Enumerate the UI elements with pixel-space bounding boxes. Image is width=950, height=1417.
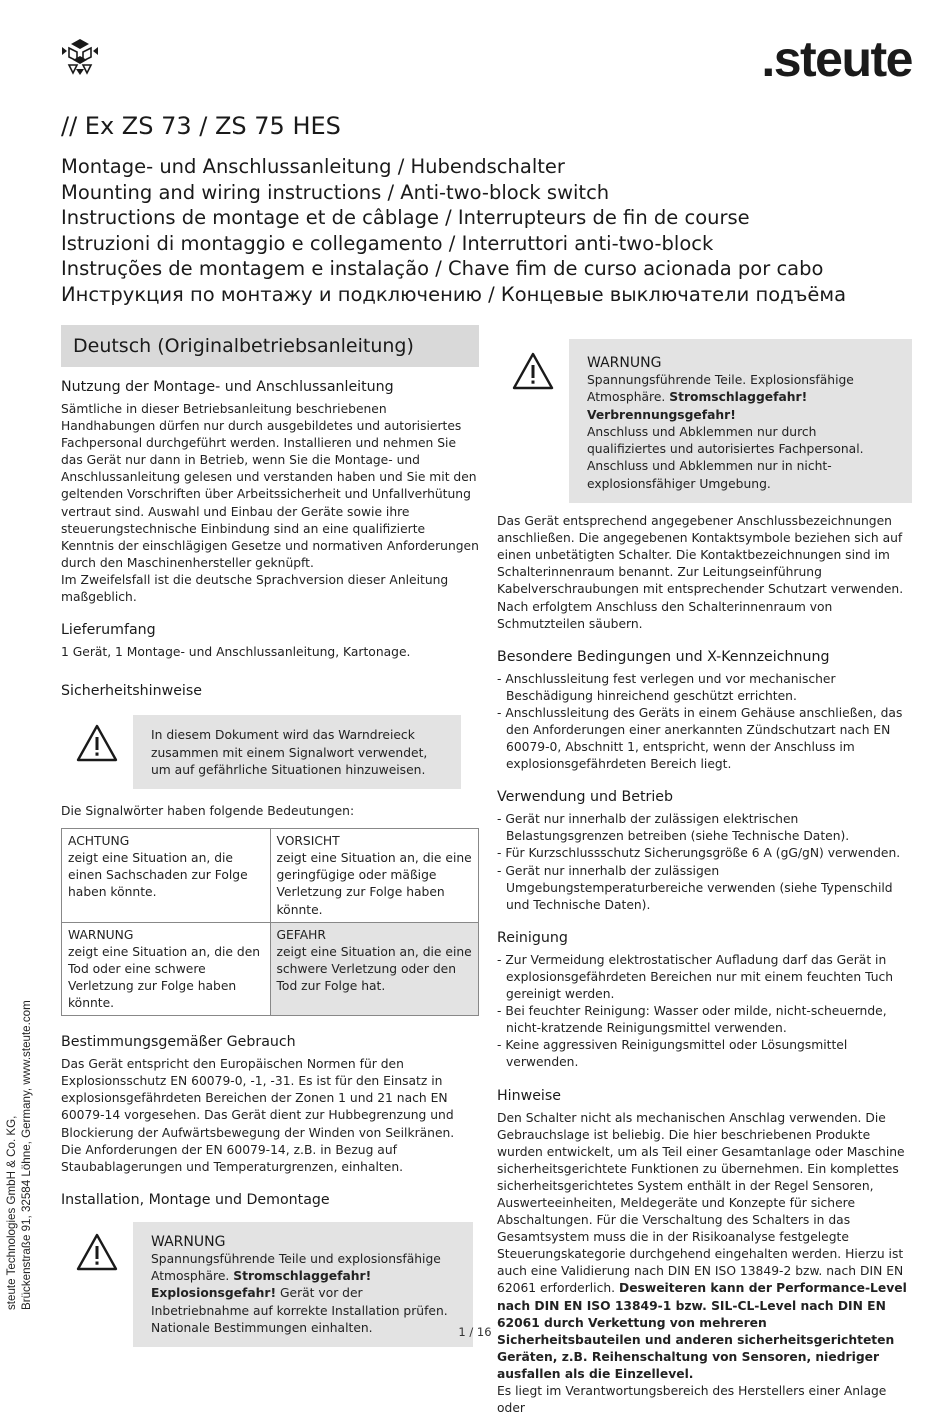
signal-word: GEFAHR	[276, 927, 326, 942]
brand-logo: .steute	[761, 31, 912, 87]
warning-title: WARNUNG	[151, 1233, 226, 1250]
list-item: - Zur Vermeidung elektrostatischer Aufladung darf das Gerät in explosionsgefährdeten Bereichen nur mit einem feuchten Tuch gereinigt werden.	[497, 952, 894, 1002]
warning-title: WARNUNG	[587, 355, 662, 371]
signal-text: zeigt eine Situation an, die einen Sachschaden zur Folge haben könnte.	[68, 851, 248, 900]
notes-text: Den Schalter nicht als mechanischen Anschlag verwenden. Die Gebrauchslage ist beliebig. Die hier beschriebenen Produkte wurden entwickelt, um als Teil einer Gesamtanlage oder Maschine sicherheitsgerichtete Funktionen zu übernehmen. Ein komplettes sicherheitsgerichtetes System enthält in der Regel Sensoren, Auswerteeinheiten, Meldegeräte und Konzepte für sichere Abschaltungen. Für die Verschaltung des Schalters in das Gesamtsystem muss die in der Risikoanalyse festgelegte Steuerungskategorie durchgehend eingehalten werden. Hierzu ist auch eine Validierung nach DIN EN ISO 13849-2 bzw. nach DIN EN 62061 erforderlich. Desweiteren kann der Performance-Level nach DIN EN ISO 13849-1 bzw. SIL-CL-Level nach DIN EN 62061 durch Verkettung von mehreren Sicherheitsbauteilen und anderen sicherheitsgerichteten Geräten, z.B. Reihenschaltung von Sensoren, niedriger ausfallen als die Einzellevel.	[497, 1110, 907, 1381]
section-body: Die Anforderungen der EN 60079-14, z.B. in Bezug auf Staubablagerungen und Temperaturgrenzen, einhalten.	[61, 1142, 404, 1174]
signal-cell-achtung	[62, 829, 271, 922]
section-intended-use	[61, 1034, 479, 1176]
signal-word: WARNUNG	[68, 927, 134, 942]
section-body: Sämtliche in dieser Betriebsanleitung beschriebenen Handhabungen dürfen nur durch ausgebildetes und autorisiertes Fachpersonal durchgeführt werden. Installieren und nehmen Sie das Gerät nur dann in Betrieb, wenn Sie die Montage- und Anschlussanleitung gelesen und verstanden haben und Sie mit den geltenden Vorschriften über Arbeitssicherheit und Unfallverhütung vertraut sind. Auswahl und Einbau der Geräte sowie ihre steuerungstechnische Einbindung sind an eine qualifizierte Kenntnis der einschlägigen Gesetze und normativen Anforderungen durch den Maschinenhersteller geknüpft.	[61, 402, 479, 570]
signal-word: ACHTUNG	[68, 834, 130, 849]
signal-cell-vorsicht	[270, 829, 479, 922]
signal-text: zeigt eine Situation an, die eine geringfügige oder mäßige Verletzung zur Folge haben könnte.	[276, 851, 472, 917]
company-street: Brückenstraße 91, 32584 Löhne, Germany, www.steute.com	[20, 1000, 34, 1310]
safety-note-text: In diesem Dokument wird das Warndreieck zusammen mit einem Signalwort verwendet, um auf gefährliche Situationen hinzuweisen.	[151, 728, 428, 777]
section-special-conditions	[497, 649, 912, 774]
section-body: Im Zweifelsfall ist die deutsche Sprachversion dieser Anleitung maßgeblich.	[61, 572, 449, 605]
warning-text: Spannungsführende Teile. Explosionsfähige Atmosphäre. Stromschlaggefahr! Verbrennungsgefahr!	[587, 373, 854, 422]
company-address	[4, 1000, 35, 1310]
subtitle-it: Istruzioni di montaggio e collegamento / Interruttori anti-two-block	[61, 231, 714, 255]
connection-warning-box	[497, 339, 912, 503]
operation-list	[497, 811, 912, 914]
section-body: Das Gerät entspricht den Europäischen Normen für den Explosionsschutz EN 60079-0, -1, -31. Es ist für den Einsatz in explosionsgefährdeten Bereichen der Zonen 1 und 21 nach EN 60079-14 vorgesehen. Das Gerät dient zur Hubbegrenzung und Blockierung der Aufwärtsbewegung der Winden von Seilkränen.	[61, 1057, 455, 1140]
section-heading: Verwendung und Betrieb	[497, 789, 674, 806]
subtitle-fr: Instructions de montage et de câblage / Interrupteurs de fin de course	[61, 206, 750, 230]
section-notes	[497, 1088, 912, 1417]
section-heading: Besondere Bedingungen und X-Kennzeichnung	[497, 648, 830, 665]
subtitle-ru: Инструкция по монтажу и подключению / Концевые выключатели подъёма	[61, 282, 847, 306]
warning-text: Anschluss und Abklemmen nur in nicht-explosionsfähiger Umgebung.	[587, 459, 832, 491]
list-item: - Gerät nur innerhalb der zulässigen Umgebungstemperaturbereiche verwenden (siehe Typenschild und Technische Daten).	[497, 863, 893, 912]
warning-triangle-icon	[75, 1232, 119, 1272]
document-title: // Ex ZS 73 / ZS 75 HES	[61, 112, 341, 140]
subtitle-de: Montage- und Anschlussanleitung / Hubendschalter	[61, 155, 565, 178]
section-installation	[61, 1192, 479, 1347]
list-item: - Für Kurzschlussschutz Sicherungsgröße 6 A (gG/gN) verwenden.	[497, 846, 901, 861]
section-heading: Reinigung	[497, 929, 568, 946]
signal-intro: Die Signalwörter haben folgende Bedeutungen:	[61, 804, 355, 819]
section-usage	[61, 379, 479, 606]
section-operation	[497, 789, 912, 914]
subtitle-list	[61, 154, 846, 308]
language-header: Deutsch (Originalbetriebsanleitung)	[61, 325, 479, 367]
subtitle-pt: Instruções de montagem e instalação / Chave fim de curso acionada por cabo	[61, 257, 824, 281]
list-item: - Keine aggressiven Reinigungsmittel oder Lösungsmittel verwenden.	[497, 1038, 848, 1070]
signal-cell-gefahr	[270, 922, 479, 1015]
signal-words-table	[61, 828, 479, 1016]
warning-text: Spannungsführende Teile und explosionsfähige Atmosphäre. Stromschlaggefahr! Explosionsgefahr! Gerät vor der Inbetriebnahme auf korrekte Installation prüfen. Nationale Bestimmungen einhalten.	[151, 1251, 448, 1335]
hazard-cube-icon	[60, 38, 100, 76]
list-item: - Anschlussleitung fest verlegen und vor mechanischer Beschädigung hinreichend geschützt errichten.	[497, 671, 836, 703]
list-item: - Bei feuchter Reinigung: Wasser oder milde, nicht-scheuernde, nicht-kratzende Reinigungsmittel verwenden.	[497, 1004, 887, 1036]
section-safety	[61, 683, 479, 1016]
special-conditions-list	[497, 671, 912, 774]
warning-text: Anschluss und Abklemmen nur durch qualifiziertes und autorisiertes Fachpersonal.	[587, 424, 864, 457]
signal-cell-warnung	[62, 922, 271, 1015]
subtitle-en: Mounting and wiring instructions / Anti-two-block switch	[61, 180, 610, 204]
section-heading: Hinweise	[497, 1087, 561, 1104]
section-heading: Bestimmungsgemäßer Gebrauch	[61, 1034, 296, 1051]
section-delivery	[61, 622, 479, 661]
company-name: steute Technologies GmbH & Co. KG,	[5, 1115, 18, 1310]
section-heading: Installation, Montage und Demontage	[61, 1191, 330, 1208]
signal-text: zeigt eine Situation an, die eine schwere Verletzung oder den Tod zur Folge hat.	[276, 944, 472, 993]
section-heading: Lieferumfang	[61, 622, 156, 639]
connection-text: Das Gerät entsprechend angegebener Anschlussbezeichnungen anschließen. Die angegebenen Kontaktsymbole beziehen sich auf einen unbetätigten Schalter. Die Kontaktbezeichnungen sind im Schalterinnenraum benannt. Zur Leitungseinführung Kabelverschraubungen mit entsprechender Schutzart verwenden. Nach erfolgtem Anschluss den Schalterinnenraum von Schmutzteilen säubern.	[497, 514, 904, 631]
section-cleaning	[497, 930, 912, 1072]
section-body: 1 Gerät, 1 Montage- und Anschlussanleitung, Kartonage.	[61, 645, 411, 660]
signal-text: zeigt eine Situation an, die den Tod oder eine schwere Verletzung zur Folge haben könnte.	[68, 944, 261, 1011]
cleaning-list	[497, 952, 912, 1072]
left-column	[61, 325, 479, 1347]
section-heading: Sicherheitshinweise	[61, 683, 202, 700]
signal-word: VORSICHT	[276, 834, 340, 849]
notes-text: Es liegt im Verantwortungsbereich des Herstellers einer Anlage oder	[497, 1384, 887, 1416]
list-item: - Gerät nur innerhalb der zulässigen elektrischen Belastungsgrenzen betreiben (siehe Technische Daten).	[497, 812, 850, 844]
warning-triangle-icon	[75, 723, 119, 763]
right-column	[497, 339, 912, 1417]
page-number: 1 / 16	[458, 1325, 492, 1339]
section-heading: Nutzung der Montage- und Anschlussanleitung	[61, 379, 394, 395]
list-item: - Anschlussleitung des Geräts in einem Gehäuse anschließen, das den Anforderungen einer anerkannten Zündschutzart nach EN 60079-0, Abschnitt 1, entspricht, wenn der Anschluss im explosionsgefährdeten Bereich liegt.	[497, 705, 903, 772]
warning-triangle-icon	[511, 351, 555, 391]
safety-note-box	[61, 715, 461, 789]
